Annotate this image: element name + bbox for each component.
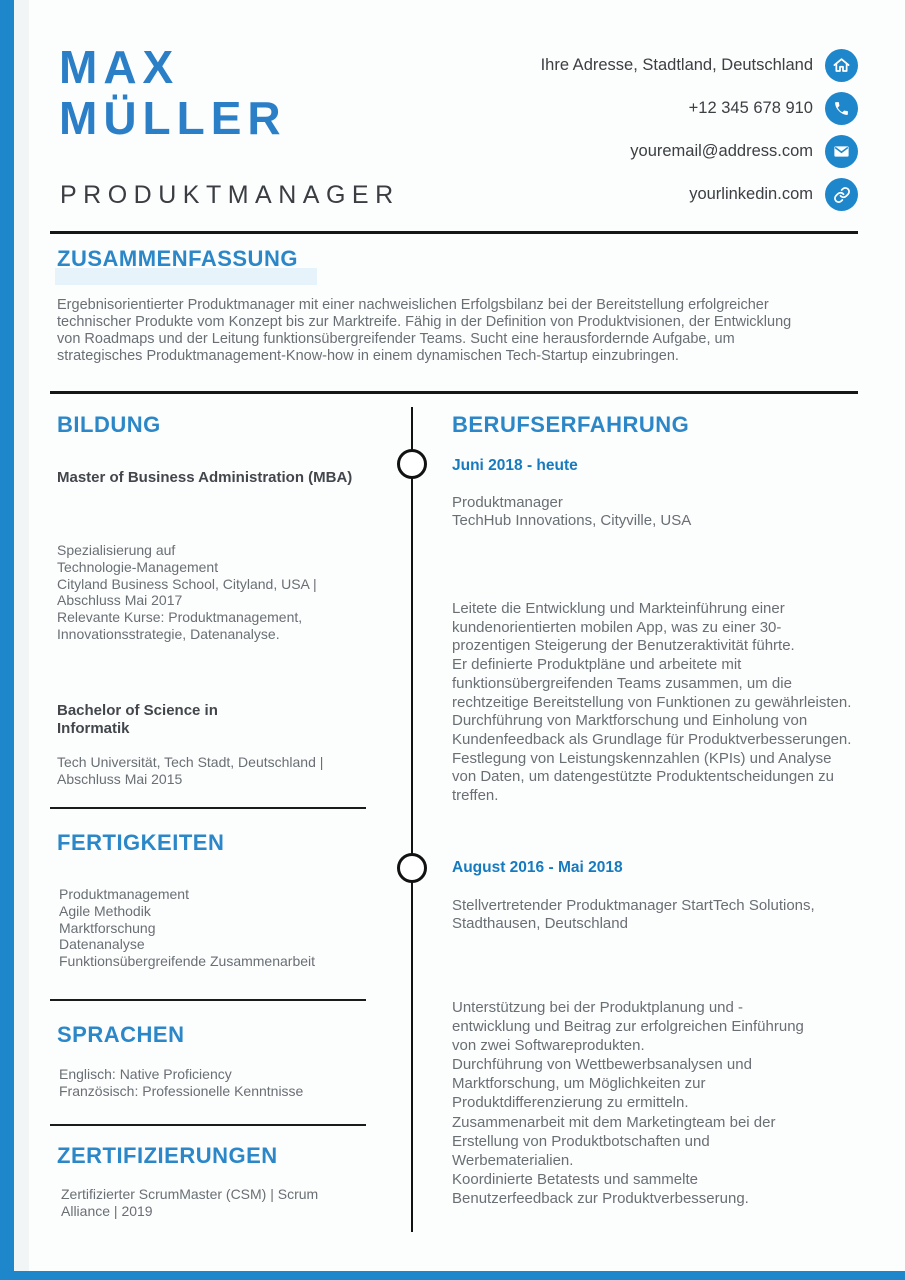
header-divider <box>50 231 858 234</box>
candidate-job-title: PRODUKTMANAGER <box>60 181 400 209</box>
contact-address-text: Ihre Adresse, Stadtland, Deutschland <box>540 56 813 74</box>
skills-list <box>59 886 315 970</box>
job-bullet: Koordinierte Betatests und sammelte Benutzerfeedback zur Produktverbesserung. <box>452 1170 749 1207</box>
job-bullet: Zusammenarbeit mit dem Marketingteam bei der Erstellung von Produktbotschaften und Werbematerialien. <box>452 1113 776 1169</box>
certifications-heading: ZERTIFIZIERUNGEN <box>57 1143 278 1168</box>
section-divider <box>50 807 366 809</box>
languages-heading: SPRACHEN <box>57 1022 185 1047</box>
job-company: TechHub Innovations, Cityville, USA <box>452 512 692 529</box>
timeline-marker <box>397 853 427 883</box>
skill-item: Marktforschung <box>59 919 156 936</box>
experience-timeline-line <box>411 407 413 1232</box>
section-divider <box>50 999 366 1001</box>
skill-item: Produktmanagement <box>59 886 189 902</box>
skills-heading: FERTIGKEITEN <box>57 830 225 855</box>
job-bullet: Er definierte Produktpläne und arbeitete mit funktionsübergreifenden Teams zusammen, um die rechtzeitige Bereitstellung von Funktionen zu gewährleisten. <box>452 656 852 711</box>
email-icon <box>825 135 858 168</box>
job-bullet: Unterstützung bei der Produktplanung und -entwicklung und Beitrag zur erfolgreichen Einführung von zwei Softwareprodukten. <box>452 999 804 1055</box>
summary-heading: ZUSAMMENFASSUNG <box>57 246 298 271</box>
left-accent-bar <box>0 0 14 1280</box>
job-bullet: Leitete die Entwicklung und Markteinführung einer kundenorientierten mobilen App, was zu einer 30-prozentigen Steigerung der Benutzeraktivität führte. <box>452 600 795 655</box>
experience-heading: BERUFSERFAHRUNG <box>452 412 690 437</box>
summary-divider <box>50 391 858 394</box>
skill-item: Datenanalyse <box>59 936 145 953</box>
education-bachelor-details: Tech Universität, Tech Stadt, Deutschland | Abschluss Mai 2015 <box>57 754 324 787</box>
timeline-marker <box>397 449 427 479</box>
left-accent-bar-shadow <box>14 0 29 1280</box>
skill-item: Funktionsübergreifende Zusammenarbeit <box>59 953 316 970</box>
contact-linkedin-text: yourlinkedin.com <box>689 185 813 203</box>
job-bullet: Festlegung von Leistungskennzahlen (KPIs) und Analyse von Daten, um datengestützte Produktentscheidungen zu treffen. <box>452 749 834 805</box>
name-line2: MÜLLER <box>59 92 287 144</box>
job-description <box>452 998 804 1208</box>
job-role: Produktmanager <box>452 494 563 511</box>
contact-email-row[interactable] <box>630 135 858 168</box>
bottom-accent-bar <box>14 1271 905 1280</box>
link-icon <box>825 178 858 211</box>
language-item: Französisch: Professionelle Kenntnisse <box>59 1082 304 1099</box>
job-bullet: Durchführung von Wettbewerbsanalysen und Marktforschung, um Möglichkeiten zur Produktdifferenzierung zu ermitteln. <box>452 1056 752 1112</box>
name-line1: MAX <box>59 41 180 93</box>
language-item: Englisch: Native Proficiency <box>59 1066 232 1082</box>
education-mba-detail-line: Abschluss Mai 2017 <box>57 592 183 609</box>
job-dates: Juni 2018 - heute <box>452 457 578 474</box>
education-heading: BILDUNG <box>57 412 161 437</box>
job-bullet: Durchführung von Marktforschung und Einholung von Kundenfeedback als Grundlage für Produktverbesserungen. <box>452 712 852 748</box>
education-mba-details <box>57 542 317 643</box>
phone-icon <box>825 92 858 125</box>
languages-list <box>59 1066 303 1100</box>
skill-item: Agile Methodik <box>59 902 151 919</box>
section-divider <box>50 1124 366 1126</box>
contact-address-row[interactable] <box>541 49 858 82</box>
education-degree-bachelor: Bachelor of Science in Informatik <box>57 702 218 737</box>
job-description <box>452 600 856 806</box>
home-icon <box>825 49 858 82</box>
education-mba-detail-line: Spezialisierung auf <box>57 542 176 558</box>
contact-phone-row[interactable] <box>689 92 858 125</box>
education-mba-detail-line: Technologie-Management <box>57 558 219 575</box>
job-dates: August 2016 - Mai 2018 <box>452 859 623 876</box>
contact-phone-text: +12 345 678 910 <box>688 99 813 117</box>
summary-text: Ergebnisorientierter Produktmanager mit einer nachweislichen Erfolgsbilanz bei der Bereitstellung erfolgreicher technischer Produkte vom Konzept bis zur Marktreife. Fähig in der Definition von Produktvisionen, der Entwicklung von Roadmaps und der Leitung funktionsübergreifender Teams. Sucht eine herausfordernde Aufgabe, um strategisches Produktmanagement-Know-how in einem dynamischen Tech-Startup einzubringen. <box>57 297 792 364</box>
contact-linkedin-row[interactable] <box>689 178 858 211</box>
job-role: Stellvertretender Produktmanager StartTech Solutions, Stadthausen, Deutschland <box>452 897 815 932</box>
certification-item: Zertifizierter ScrumMaster (CSM) | Scrum Alliance | 2019 <box>61 1186 319 1219</box>
education-mba-detail-line: Cityland Business School, Cityland, USA | <box>57 575 317 592</box>
job-role-company <box>452 494 862 530</box>
education-mba-detail-line: Innovationsstrategie, Datenanalyse. <box>57 625 280 642</box>
job-role-company <box>452 897 822 933</box>
candidate-name <box>59 42 287 144</box>
contact-email-text: youremail@address.com <box>630 142 813 160</box>
education-mba-detail-line: Relevante Kurse: Produktmanagement, <box>57 609 303 626</box>
education-degree-mba: Master of Business Administration (MBA) <box>57 469 353 486</box>
